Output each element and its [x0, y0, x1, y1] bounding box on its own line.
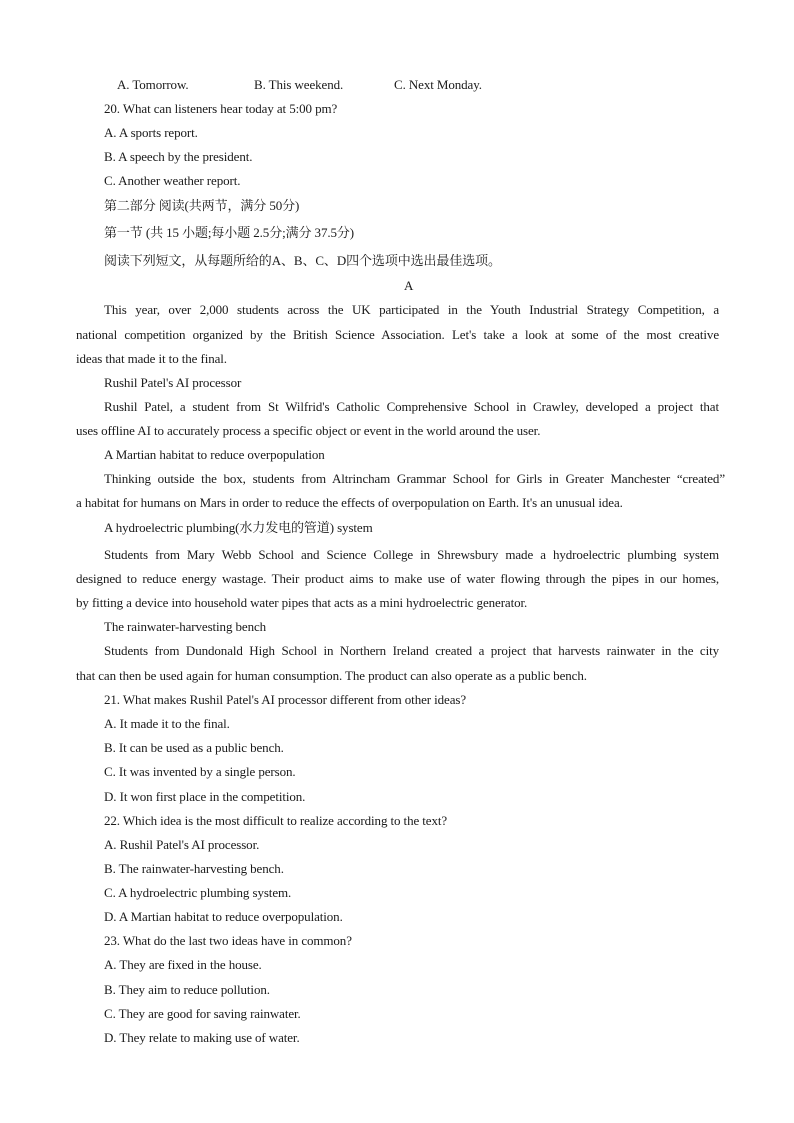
q23-stem: 23. What do the last two ideas have in common?: [104, 933, 352, 948]
item-heading: A hydroelectric plumbing(水力发电的管道) system: [104, 520, 373, 535]
q23-option-a: A. They are fixed in the house.: [104, 957, 262, 972]
q21-option-c: C. It was invented by a single person.: [104, 764, 296, 779]
q21-option-a: A. It made it to the final.: [104, 716, 230, 731]
item-heading: A Martian habitat to reduce overpopulation: [104, 447, 325, 462]
q21-option-d: D. It won first place in the competition.: [104, 789, 306, 804]
item-line: a habitat for humans on Mars in order to reduce the effects of overpopulation on Earth. It's an unusual idea.: [76, 495, 623, 510]
q23-option-b: B. They aim to reduce pollution.: [104, 982, 270, 997]
q19-option-c: C. Next Monday.: [394, 77, 482, 92]
item-line: by fitting a device into household water pipes that acts as a mini hydroelectric generator.: [76, 595, 528, 610]
item-line: designed to reduce energy wastage. Their product aims to make use of water flowing through the pipes in our homes,: [76, 571, 719, 586]
intro-line: ideas that made it to the final.: [76, 351, 227, 366]
q23-option-c: C. They are good for saving rainwater.: [104, 1006, 301, 1021]
item-heading: The rainwater-harvesting bench: [104, 619, 267, 634]
q19-option-b: B. This weekend.: [254, 77, 344, 92]
item-line: Thinking outside the box, students from Altrincham Grammar School for Girls in Greater Manchester “created”: [104, 471, 725, 486]
passage-letter: A: [404, 278, 414, 293]
q22-option-c: C. A hydroelectric plumbing system.: [104, 885, 292, 900]
q20-option-b: B. A speech by the president.: [104, 149, 253, 164]
q19-option-a: A. Tomorrow.: [117, 77, 189, 92]
q22-stem: 22. Which idea is the most difficult to realize according to the text?: [104, 813, 448, 828]
intro-line: national competition organized by the British Science Association. Let's take a look at some of the most creative: [76, 327, 719, 342]
item-line: Students from Mary Webb School and Science College in Shrewsbury made a hydroelectric plumbing system: [104, 547, 719, 562]
instruction: 阅读下列短文，从每题所给的A、B、C、D四个选项中选出最佳选项。: [104, 253, 501, 268]
q22-option-b: B. The rainwater-harvesting bench.: [104, 861, 284, 876]
part-title: 第一节 (共 15 小题;每小题 2.5分;满分 37.5分): [104, 225, 355, 240]
item-line: Students from Dundonald High School in Northern Ireland created a project that harvests rainwater in the city: [104, 643, 719, 658]
intro-line: This year, over 2,000 students across the UK participated in the Youth Industrial Strategy Competition, a: [104, 302, 719, 317]
q20-stem: 20. What can listeners hear today at 5:00 pm?: [104, 101, 338, 116]
q21-option-b: B. It can be used as a public bench.: [104, 740, 284, 755]
q22-option-d: D. A Martian habitat to reduce overpopulation.: [104, 909, 343, 924]
q20-option-c: C. Another weather report.: [104, 173, 241, 188]
item-line: uses offline AI to accurately process a specific object or event in the world around the user.: [76, 423, 541, 438]
item-line: that can then be used again for human consumption. The product can also operate as a public bench.: [76, 668, 587, 683]
q20-option-a: A. A sports report.: [104, 125, 198, 140]
q22-option-a: A. Rushil Patel's AI processor.: [104, 837, 260, 852]
q21-stem: 21. What makes Rushil Patel's AI processor different from other ideas?: [104, 692, 467, 707]
item-line: Rushil Patel, a student from St Wilfrid's Catholic Comprehensive School in Crawley, developed a project that: [104, 399, 719, 414]
q23-option-d: D. They relate to making use of water.: [104, 1030, 300, 1045]
item-heading: Rushil Patel's AI processor: [104, 375, 242, 390]
section-title: 第二部分 阅读(共两节，满分 50分): [104, 198, 300, 213]
